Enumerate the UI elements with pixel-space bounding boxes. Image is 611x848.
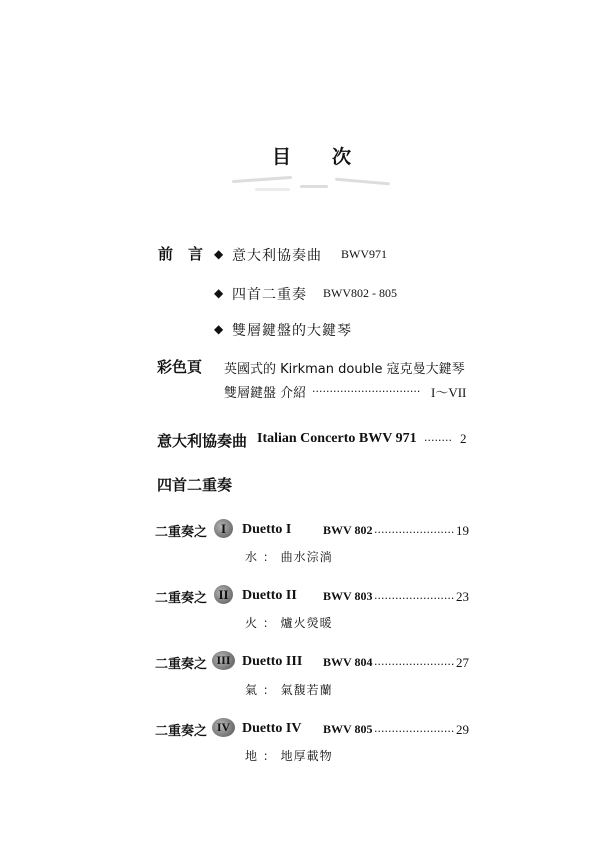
italian-concerto-leader-dots: ........	[424, 431, 452, 444]
preface-item-bwv: BWV802 - 805	[323, 286, 397, 300]
duet-bwv: BWV 803	[323, 589, 373, 603]
duets-heading: 四首二重奏	[157, 476, 233, 494]
duet-leader-dots: .......................	[374, 655, 455, 668]
duet-prefix: 二重奏之	[155, 525, 208, 540]
duet-leader-dots: .......................	[374, 523, 455, 536]
color-pages-line1: 英國式的 Kirkman double 寇克曼大鍵琴	[224, 362, 465, 377]
color-pages-page-number: I～VII	[431, 385, 467, 400]
duet-bwv: BWV 802	[323, 523, 373, 537]
duet-name: Duetto III	[242, 654, 303, 669]
duet-page-number: 29	[456, 722, 469, 737]
duet-prefix: 二重奏之	[155, 657, 208, 672]
duet-name: Duetto IV	[242, 721, 302, 736]
duet-subtitle: 火 ： 爐火熒暖	[245, 616, 333, 630]
color-pages-line2-label: 雙層鍵盤 介紹	[224, 386, 307, 401]
preface-item-bwv: BWV971	[341, 247, 387, 261]
preface-label: 前 言	[158, 245, 204, 263]
duet-subtitle: 地 ： 地厚載物	[245, 749, 333, 763]
duet-name: Duetto II	[242, 588, 297, 603]
preface-item-text: 四首二重奏	[232, 287, 307, 303]
italian-concerto-english: Italian Concerto BWV 971	[257, 431, 417, 446]
italian-concerto-page-number: 2	[460, 431, 467, 446]
duet-numeral-badge: II	[214, 585, 233, 604]
duet-subtitle: 水 ： 曲水淙淌	[245, 550, 333, 564]
diamond-bullet-icon: ◆	[214, 247, 224, 261]
duet-bwv: BWV 804	[323, 655, 373, 669]
color-pages-leader-dots: ...............................	[312, 382, 421, 395]
duet-prefix: 二重奏之	[155, 724, 208, 739]
duet-page-number: 19	[456, 523, 469, 538]
duet-name: Duetto I	[242, 522, 292, 537]
preface-item-text: 雙層鍵盤的大鍵琴	[232, 323, 352, 339]
duet-leader-dots: .......................	[374, 722, 455, 735]
duet-numeral-badge: IV	[212, 718, 235, 737]
duet-numeral-badge: III	[212, 651, 235, 670]
duet-prefix: 二重奏之	[155, 591, 208, 606]
duet-numeral-badge: I	[214, 519, 233, 538]
diamond-bullet-icon: ◆	[214, 322, 224, 336]
diamond-bullet-icon: ◆	[214, 286, 224, 300]
color-pages-label: 彩色頁	[157, 358, 203, 376]
duet-leader-dots: .......................	[374, 589, 455, 602]
duet-page-number: 27	[456, 655, 469, 670]
duet-bwv: BWV 805	[323, 722, 373, 736]
italian-concerto-label: 意大利協奏曲	[157, 432, 248, 450]
duet-subtitle: 氣 ： 氣馥若蘭	[245, 683, 333, 697]
duet-page-number: 23	[456, 589, 469, 604]
page-title: 目 次	[272, 146, 353, 168]
preface-item-text: 意大利協奏曲	[232, 248, 322, 264]
